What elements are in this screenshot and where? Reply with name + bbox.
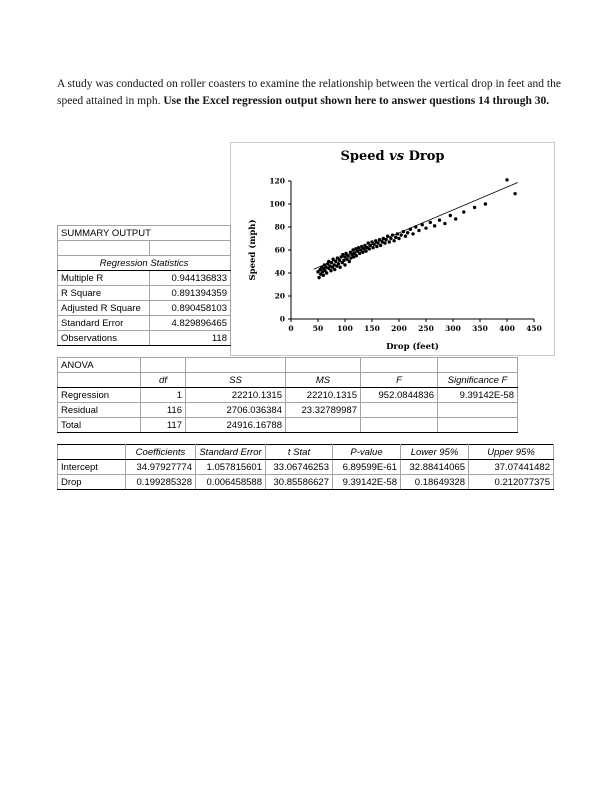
svg-text:400: 400 — [499, 324, 515, 333]
anova-total-df: 117 — [141, 418, 186, 433]
empty-cell — [361, 358, 438, 373]
anova-regression-sig: 9.39142E-58 — [438, 388, 518, 403]
svg-text:0: 0 — [279, 314, 285, 324]
table-row — [58, 388, 518, 403]
svg-text:50: 50 — [312, 324, 324, 333]
svg-text:150: 150 — [364, 324, 380, 333]
anova-title-cell: ANOVA — [58, 358, 141, 373]
table-row — [58, 286, 231, 301]
coeffs-drop-p-value: 9.39142E-58 — [333, 475, 401, 490]
svg-text:0: 0 — [288, 324, 294, 333]
coeffs-drop-lower-95: 0.18649328 — [401, 475, 469, 490]
anova-total-ms — [286, 418, 361, 433]
empty-cell — [58, 241, 150, 256]
summary-value-multiple-r: 0.944136833 — [150, 271, 231, 286]
anova-residual-df: 116 — [141, 403, 186, 418]
svg-text:60: 60 — [274, 245, 285, 255]
table-row — [58, 301, 231, 316]
intro-paragraph — [57, 76, 561, 111]
svg-text:120: 120 — [269, 176, 285, 186]
coeffs-header-upper-95: Upper 95% — [469, 445, 554, 460]
svg-text:300: 300 — [445, 324, 461, 333]
x-axis-label: Drop (feet) — [386, 342, 439, 352]
coeffs-intercept-lower-95: 32.88414065 — [401, 460, 469, 475]
table-row — [58, 316, 231, 331]
summary-value-adjusted-r-square: 0.890458103 — [150, 301, 231, 316]
table-row — [58, 475, 554, 490]
chart-title-part-1: Speed — [340, 149, 385, 164]
intro-text: A study was conducted on roller coasters to examine the relationship between the vertical drop in feet and the speed attained in mph. — [57, 78, 561, 108]
table-row — [58, 331, 231, 346]
anova-total-sig — [438, 418, 518, 433]
anova-header-df: df — [141, 373, 186, 388]
empty-cell — [186, 358, 286, 373]
empty-cell — [286, 358, 361, 373]
coeffs-header-standard-error: Standard Error — [196, 445, 266, 460]
coeffs-drop-standard-error: 0.006458588 — [196, 475, 266, 490]
table-row — [58, 241, 231, 256]
anova-residual-sig — [438, 403, 518, 418]
svg-text:100: 100 — [337, 324, 353, 333]
coeffs-drop-coefficient: 0.199285328 — [126, 475, 196, 490]
table-row — [58, 445, 554, 460]
coeffs-intercept-upper-95: 37.07441482 — [469, 460, 554, 475]
regression-statistics-header-cell: Regression Statistics — [58, 256, 231, 271]
summary-value-standard-error: 4.829896465 — [150, 316, 231, 331]
intro-text-bold: Use the Excel regression output shown here to answer questions 14 through 30. — [163, 95, 550, 108]
anova-total-label: Total — [58, 418, 141, 433]
summary-value-observations: 118 — [150, 331, 231, 346]
anova-residual-f — [361, 403, 438, 418]
empty-cell — [150, 241, 231, 256]
chart-title-part-vs: vs — [384, 149, 409, 164]
table-row — [58, 358, 518, 373]
table-row — [58, 226, 231, 241]
table-row — [58, 271, 231, 286]
anova-regression-ss: 22210.1315 — [186, 388, 286, 403]
anova-regression-ms: 22210.1315 — [286, 388, 361, 403]
svg-text:200: 200 — [391, 324, 407, 333]
svg-text:40: 40 — [274, 268, 285, 278]
summary-label-multiple-r: Multiple R — [58, 271, 150, 286]
coeffs-intercept-p-value: 6.89599E-61 — [333, 460, 401, 475]
coeffs-drop-label: Drop — [58, 475, 126, 490]
anova-residual-label: Residual — [58, 403, 141, 418]
coeffs-intercept-label: Intercept — [58, 460, 126, 475]
coeffs-drop-upper-95: 0.212077375 — [469, 475, 554, 490]
chart-plot-area — [231, 143, 554, 355]
svg-text:100: 100 — [269, 199, 285, 209]
anova-header-significance-f: Significance F — [438, 373, 518, 388]
summary-label-r-square: R Square — [58, 286, 150, 301]
svg-text:250: 250 — [418, 324, 434, 333]
summary-label-standard-error: Standard Error — [58, 316, 150, 331]
coeffs-intercept-t-stat: 33.06746253 — [266, 460, 333, 475]
coeffs-intercept-coefficient: 34.97927774 — [126, 460, 196, 475]
anova-total-ss: 24916.16788 — [186, 418, 286, 433]
svg-text:450: 450 — [526, 324, 542, 333]
anova-total-f — [361, 418, 438, 433]
empty-cell — [58, 445, 126, 460]
anova-table — [57, 357, 518, 433]
coeffs-header-t-stat: t Stat — [266, 445, 333, 460]
coeffs-intercept-standard-error: 1.057815601 — [196, 460, 266, 475]
anova-regression-df: 1 — [141, 388, 186, 403]
summary-output-title-cell: SUMMARY OUTPUT — [58, 226, 231, 241]
table-row — [58, 403, 518, 418]
scatter-chart — [230, 142, 555, 356]
anova-regression-f: 952.0844836 — [361, 388, 438, 403]
table-row — [58, 256, 231, 271]
anova-header-ss: SS — [186, 373, 286, 388]
empty-cell — [141, 358, 186, 373]
summary-output-table — [57, 225, 231, 346]
svg-text:350: 350 — [472, 324, 488, 333]
empty-cell — [438, 358, 518, 373]
summary-label-adjusted-r-square: Adjusted R Square — [58, 301, 150, 316]
anova-residual-ms: 23.32789987 — [286, 403, 361, 418]
summary-label-observations: Observations — [58, 331, 150, 346]
chart-title-part-2: Drop — [408, 149, 445, 164]
coefficients-table — [57, 444, 554, 490]
anova-header-ms: MS — [286, 373, 361, 388]
empty-cell — [58, 373, 141, 388]
anova-regression-label: Regression — [58, 388, 141, 403]
table-row — [58, 460, 554, 475]
coeffs-header-p-value: P-value — [333, 445, 401, 460]
coeffs-header-lower-95: Lower 95% — [401, 445, 469, 460]
svg-text:20: 20 — [274, 291, 285, 301]
summary-value-r-square: 0.891394359 — [150, 286, 231, 301]
anova-header-f: F — [361, 373, 438, 388]
table-row — [58, 373, 518, 388]
anova-residual-ss: 2706.036384 — [186, 403, 286, 418]
table-row — [58, 418, 518, 433]
coeffs-drop-t-stat: 30.85586627 — [266, 475, 333, 490]
coeffs-header-coefficients: Coefficients — [126, 445, 196, 460]
y-axis-label: Speed (mph) — [248, 219, 258, 281]
svg-text:80: 80 — [274, 222, 285, 232]
